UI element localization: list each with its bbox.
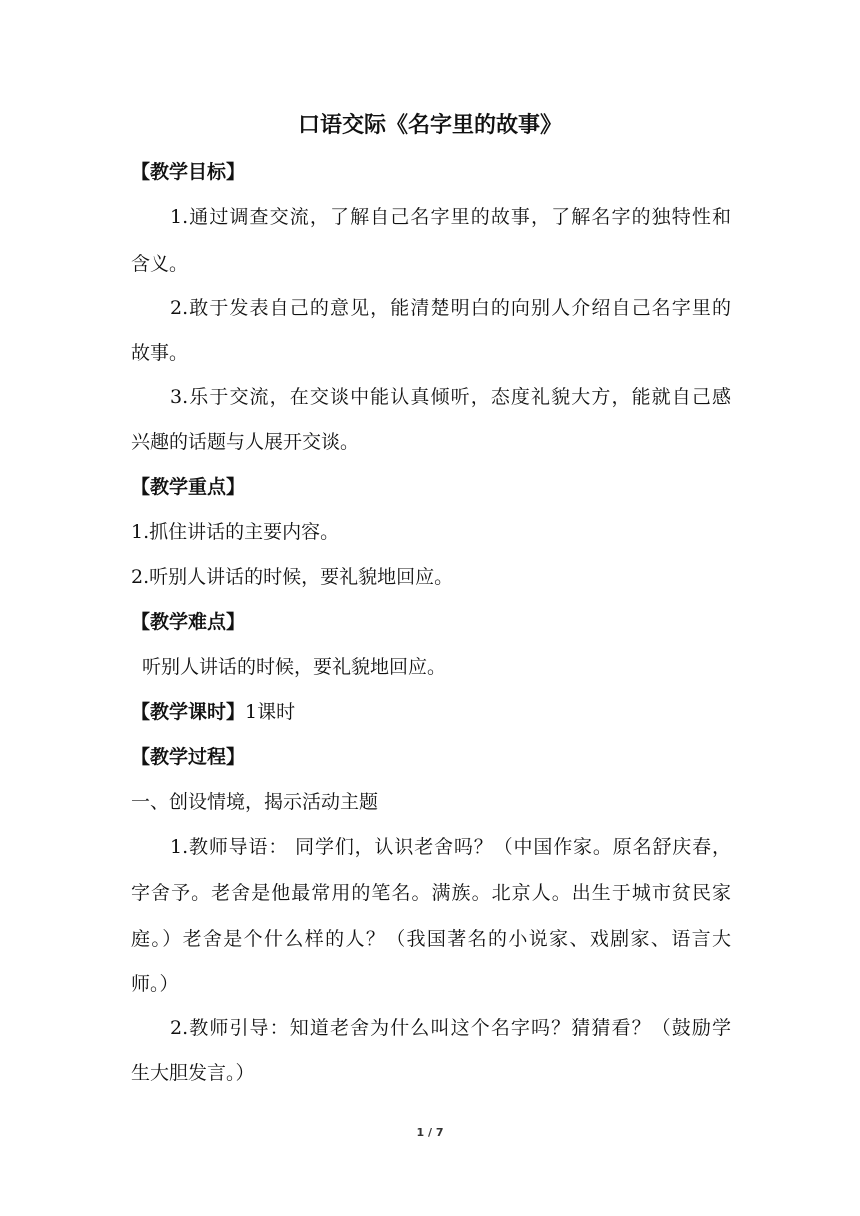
objective-3-line-2: 兴趣的话题与人展开交谈。 bbox=[131, 431, 360, 453]
step-1-line-3: 庭。）老舍是个什么样的人？（我国著名的小说家、戏剧家、语言大 bbox=[131, 928, 731, 950]
process-heading: 【教学过程】 bbox=[131, 746, 246, 768]
objectives-heading: 【教学目标】 bbox=[131, 161, 246, 183]
objective-1-line-1: 1.通过调查交流，了解自己名字里的故事，了解名字的独特性和 bbox=[170, 206, 731, 228]
hours-line bbox=[131, 696, 731, 728]
difficulty-item: 听别人讲话的时候，要礼貌地回应。 bbox=[142, 656, 447, 678]
step-1-line-2: 字舍予。老舍是他最常用的笔名。满族。北京人。出生于城市贫民家 bbox=[131, 882, 731, 904]
key-point-1: 1.抓住讲话的主要内容。 bbox=[131, 521, 340, 543]
key-point-2: 2.听别人讲话的时候，要礼貌地回应。 bbox=[131, 566, 454, 588]
step-2-line-2: 生大胆发言。） bbox=[131, 1062, 255, 1084]
objective-2-line-1: 2.敢于发表自己的意见，能清楚明白的向别人介绍自己名字里的 bbox=[170, 297, 731, 319]
step-1-line-1: 1.教师导语： 同学们，认识老舍吗？（中国作家。原名舒庆春， bbox=[170, 836, 731, 858]
difficulty-heading: 【教学难点】 bbox=[131, 611, 246, 633]
hours-value: 1课时 bbox=[245, 701, 296, 723]
page-number: 1 / 7 bbox=[416, 1126, 444, 1139]
objective-1-line-2: 含义。 bbox=[131, 253, 189, 275]
hours-heading: 【教学课时】 bbox=[131, 701, 246, 723]
step-1-line-4: 师。） bbox=[131, 973, 179, 995]
step-2-line-1: 2.教师引导：知道老舍为什么叫这个名字吗？猜猜看？（鼓励学 bbox=[170, 1017, 731, 1039]
document-title: 口语交际《名字里的故事》 bbox=[297, 113, 562, 138]
objective-3-line-1: 3.乐于交流，在交谈中能认真倾听，态度礼貌大方，能就自己感 bbox=[170, 386, 731, 408]
section-1-title: 一、创设情境，揭示活动主题 bbox=[131, 791, 379, 813]
objective-2-line-2: 故事。 bbox=[131, 342, 189, 364]
key-points-heading: 【教学重点】 bbox=[131, 476, 246, 498]
